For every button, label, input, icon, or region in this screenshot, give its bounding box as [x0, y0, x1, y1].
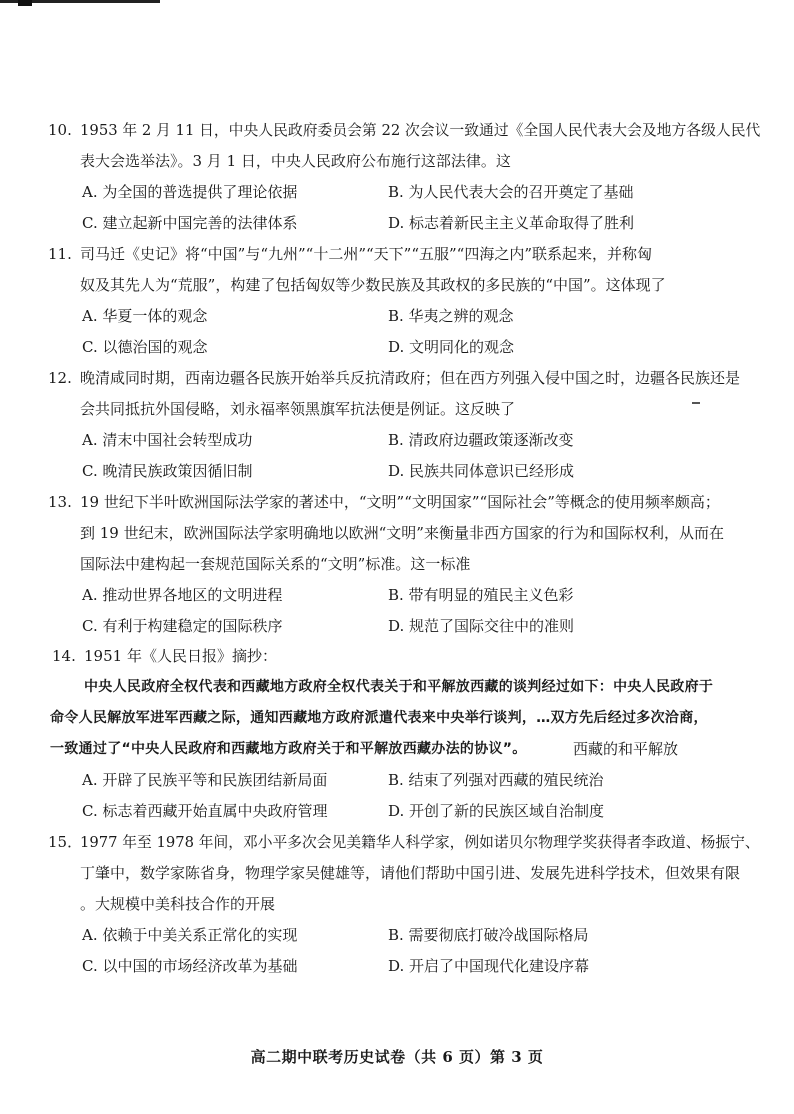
- option-b: B. 清政府边疆政策逐渐改变: [388, 431, 574, 449]
- option-c: C. 标志着西藏开始直属中央政府管理: [82, 802, 328, 820]
- question-text: 司马迁《史记》将“中国”与“九州”“十二州”“天下”“五服”“四海之内”联系起来，并称匈: [80, 245, 653, 263]
- option-d: D. 开创了新的民族区域自治制度: [388, 802, 605, 820]
- question-text: 1977 年至 1978 年间，邓小平多次会见美籍华人科学家，例如诺贝尔物理学奖获得者李政道、杨振宁、: [80, 833, 760, 851]
- quoted-excerpt: 命令人民解放军进军西藏之际，通知西藏地方政府派遣代表来中央举行谈判，…双方先后经过多次洽商，: [50, 710, 708, 726]
- option-a: A. 依赖于中美关系正常化的实现: [82, 926, 298, 944]
- option-c: C. 以中国的市场经济改革为基础: [82, 957, 298, 975]
- option-b: B. 需要彻底打破冷战国际格局: [388, 926, 589, 944]
- question-text: 1953 年 2 月 11 日，中央人民政府委员会第 22 次会议一致通过《全国人民代表大会及地方各级人民代: [80, 121, 761, 139]
- option-d: D. 文明同化的观念: [388, 338, 515, 356]
- question-text: 晚清咸同时期，西南边疆各民族开始举兵反抗清政府；但在西方列强入侵中国之时，边疆各民族还是: [80, 369, 741, 387]
- question-number: 11.: [48, 245, 72, 263]
- question-text: 。大规模中美科技合作的开展: [80, 895, 276, 913]
- quoted-excerpt: 一致通过了“中央人民政府和西藏地方政府关于和平解放西藏办法的协议”。: [50, 741, 527, 757]
- option-b: B. 结束了列强对西藏的殖民统治: [388, 771, 604, 789]
- option-b: B. 华夷之辨的观念: [388, 307, 514, 325]
- option-d: D. 规范了国际交往中的准则: [388, 617, 575, 635]
- question-text: 丁肇中，数学家陈省身，物理学家吴健雄等，请他们帮助中国引进、发展先进科学技术，但效果有限: [80, 864, 741, 882]
- question-text: 奴及其先人为“荒服”，构建了包括匈奴等少数民族及其政权的多民族的“中国”。这体现了: [80, 276, 666, 294]
- question-text: 会共同抵抗外国侵略，刘永福率领黑旗军抗法便是例证。这反映了: [80, 400, 516, 418]
- scan-edge-mark: [0, 0, 160, 9]
- question-text: 19 世纪下半叶欧洲国际法学家的著述中，“文明”“文明国家”“国际社会”等概念的使用频率颇高；: [80, 493, 720, 511]
- question-number: 15．: [48, 833, 83, 851]
- page-footer: 高二期中联考历史试卷（共 6 页）第 3 页: [250, 1048, 544, 1066]
- question-text: 国际法中建构起一套规范国际关系的“文明”标准。这一标准: [80, 555, 471, 573]
- question-text: 表大会选举法》。3 月 1 日，中央人民政府公布施行这部法律。这: [80, 152, 511, 170]
- option-c: C. 以德治国的观念: [82, 338, 208, 356]
- option-b: B. 为人民代表大会的召开奠定了基础: [388, 183, 634, 201]
- option-c: C. 有利于构建稳定的国际秩序: [82, 617, 283, 635]
- option-a: A. 华夏一体的观念: [82, 307, 208, 325]
- option-a: A. 推动世界各地区的文明进程: [82, 586, 283, 604]
- option-a: A. 为全国的普选提供了理论依据: [82, 183, 298, 201]
- question-text: 到 19 世纪末，欧洲国际法学家明确地以欧洲“文明”来衡量非西方国家的行为和国际权利，从而在: [80, 524, 724, 542]
- option-a: A. 开辟了民族平等和民族团结新局面: [82, 771, 328, 789]
- quoted-excerpt: 中央人民政府全权代表和西藏地方政府全权代表关于和平解放西藏的谈判经过如下：中央人民政府于: [84, 679, 714, 695]
- option-a: A. 清末中国社会转型成功: [82, 431, 253, 449]
- option-d: D. 民族共同体意识已经形成: [388, 462, 575, 480]
- option-b: B. 带有明显的殖民主义色彩: [388, 586, 574, 604]
- option-d: D. 标志着新民主主义革命取得了胜利: [388, 214, 635, 232]
- option-c: C. 晚清民族政策因循旧制: [82, 462, 253, 480]
- question-number: 10.: [48, 121, 72, 139]
- scan-speck: [692, 402, 700, 404]
- option-d: D. 开启了中国现代化建设序幕: [388, 957, 590, 975]
- question-text: 1951 年《人民日报》摘抄：: [84, 647, 277, 665]
- option-c: C. 建立起新中国完善的法律体系: [82, 214, 298, 232]
- question-number: 13.: [48, 493, 72, 511]
- question-number: 12.: [48, 369, 72, 387]
- question-number: 14.: [52, 647, 76, 665]
- question-text: 西藏的和平解放: [573, 740, 679, 758]
